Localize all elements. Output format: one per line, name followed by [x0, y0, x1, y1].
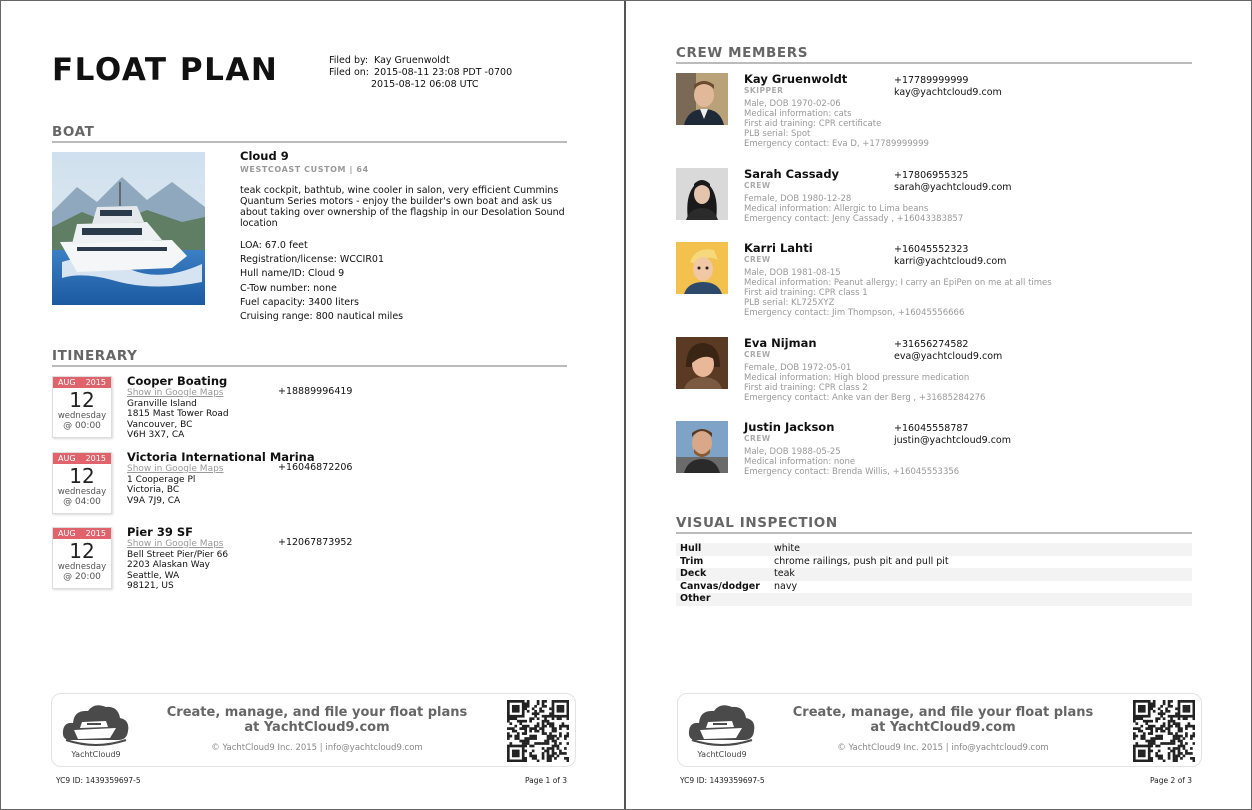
table-row: [676, 581, 1192, 594]
stop-phone: +18889996419: [278, 386, 353, 397]
address-line: Vancouver, BC: [127, 419, 193, 430]
crew-phone: +31656274582: [894, 339, 969, 350]
inspection-value: teak: [774, 568, 795, 579]
crew-role: CREW: [744, 434, 771, 443]
crew-email: justin@yachtcloud9.com: [894, 434, 1011, 446]
crew-detail: Female, DOB 1980-12-28: [744, 194, 852, 204]
crew-detail: Emergency contact: Brenda Willis, +16045553356: [744, 467, 960, 477]
cal-time: @ 20:00: [63, 572, 101, 582]
boat-photo: [52, 152, 205, 305]
crew-name: Justin Jackson: [744, 420, 835, 434]
address-line: 98121, US: [127, 581, 174, 591]
filed-on-label: Filed on:: [329, 67, 369, 78]
address-line: Victoria, BC: [127, 485, 180, 495]
crew-member: [676, 421, 1196, 511]
itinerary-stop: [52, 452, 572, 522]
filed-by-value: Kay Gruenwoldt: [374, 55, 450, 66]
inspection-value: white: [774, 543, 800, 554]
crew-member: [676, 242, 1196, 332]
stop-name: Cooper Boating: [127, 374, 228, 388]
crew-detail: Medical information: none: [744, 457, 856, 467]
stop-phone: +16046872206: [278, 462, 353, 473]
calendar-badge: [52, 376, 112, 438]
boat-info: [240, 151, 570, 324]
crew-detail: Medical information: High blood pressure medication: [744, 373, 970, 383]
inspection-label: Deck: [680, 568, 707, 579]
crew-phone: +16045552323: [894, 244, 969, 255]
crew-detail: Emergency contact: Anke van der Berg , +31685284276: [744, 393, 986, 403]
cal-year: 2015: [85, 529, 106, 538]
address-line: Seattle, WA: [127, 570, 180, 581]
yc9-id: YC9 ID: 1439359697-5: [56, 776, 141, 785]
crew-detail: Male, DOB 1970-02-06: [744, 99, 841, 109]
google-maps-link[interactable]: Show in Google Maps: [127, 464, 224, 474]
stop-name: Pier 39 SF: [127, 525, 193, 539]
crew-name: Kay Gruenwoldt: [744, 72, 848, 86]
avatar: [676, 73, 728, 125]
crew-detail: First aid training: CPR class 2: [744, 383, 868, 393]
crew-phone: +16045558787: [894, 423, 969, 434]
stop-info: [127, 526, 228, 592]
qr-code: [1133, 700, 1195, 762]
crew-phone: +17789999999: [894, 75, 969, 86]
stop-info: [127, 375, 229, 441]
cal-time: @ 04:00: [63, 497, 101, 507]
cal-day: 12: [69, 388, 95, 412]
address-line: V9A 7J9, CA: [127, 495, 181, 506]
crew-member: [676, 337, 1196, 427]
address-line: 1815 Mast Tower Road: [127, 409, 229, 419]
crew-detail: First aid training: CPR certificate: [744, 119, 882, 129]
crew-detail: Medical information: Allergic to Lima beans: [744, 204, 929, 214]
promo-line-1: Create, manage, and file your float plans: [166, 705, 468, 720]
copyright: © YachtCloud9 Inc. 2015 | info@yachtcloud9.com: [211, 743, 423, 753]
cal-time: @ 00:00: [63, 421, 101, 431]
crew-role: CREW: [744, 350, 771, 359]
crew-role: SKIPPER: [744, 86, 784, 95]
promo-line-1: Create, manage, and file your float plans: [792, 705, 1094, 720]
cal-month: AUG: [58, 378, 76, 387]
crew-email: sarah@yachtcloud9.com: [894, 181, 1012, 193]
promo-banner: [677, 693, 1202, 767]
filed-by-label: Filed by:: [329, 55, 369, 66]
avatar: [676, 421, 728, 473]
spec-registration: Registration/license: WCCIR01: [240, 254, 385, 266]
cal-weekday: wednesday: [57, 487, 107, 497]
boat-heading: BOAT: [52, 124, 567, 143]
crew-member: [676, 73, 1196, 163]
crew-name: Sarah Cassady: [744, 167, 840, 181]
cal-day: 12: [69, 539, 95, 563]
address-line: V6H 3X7, CA: [127, 430, 185, 440]
crew-email: eva@yachtcloud9.com: [894, 350, 1003, 362]
spec-ctow: C-Tow number: none: [240, 282, 337, 294]
crew-detail: First aid training: CPR class 1: [744, 288, 868, 298]
promo-line-2: at YachtCloud9.com: [870, 720, 1016, 735]
crew-detail: Emergency contact: Eva D, +17789999999: [744, 139, 929, 149]
crew-detail: PLB serial: Spot: [744, 129, 811, 139]
spec-fuel: Fuel capacity: 3400 liters: [240, 296, 360, 308]
spec-range: Cruising range: 800 nautical miles: [240, 311, 404, 323]
yachtcloud9-logo: [60, 700, 132, 762]
logo-text: YachtCloud9: [71, 750, 121, 759]
crew-detail: Medical information: Peanut allergy; I carry an EpiPen on me at all times: [744, 278, 1052, 288]
filed-info: [329, 55, 512, 91]
boat-name: Cloud 9: [240, 149, 289, 163]
stop-phone: +12067873952: [278, 537, 353, 548]
crew-role: CREW: [744, 181, 771, 190]
crew-detail: Male, DOB 1988-05-25: [744, 447, 841, 457]
crew-detail: Medical information: cats: [744, 109, 852, 119]
inspection-label: Trim: [680, 555, 704, 567]
crew-detail: Emergency contact: Jim Thompson, +16045556666: [744, 308, 965, 318]
spec-hull-name: Hull name/ID: Cloud 9: [240, 268, 345, 280]
avatar: [676, 242, 728, 294]
boat-specs: [240, 239, 570, 324]
promo-banner: [51, 693, 576, 767]
crew-name: Karri Lahti: [744, 241, 813, 255]
logo-text: YachtCloud9: [697, 750, 747, 759]
address-line: Bell Street Pier/Pier 66: [127, 549, 229, 560]
crew-heading: CREW MEMBERS: [676, 45, 1192, 64]
stop-name: Victoria International Marina: [127, 450, 315, 464]
promo-line-2: at YachtCloud9.com: [244, 720, 390, 735]
cal-month: AUG: [58, 529, 76, 538]
cal-day: 12: [69, 464, 95, 488]
calendar-badge: [52, 527, 112, 589]
filed-on-utc: 2015-08-12 06:08 UTC: [371, 79, 479, 90]
inspection-table: [676, 543, 1192, 606]
crew-detail: Emergency contact: Jeny Cassady , +16043383857: [744, 214, 964, 224]
crew-email: karri@yachtcloud9.com: [894, 255, 1007, 267]
avatar: [676, 168, 728, 220]
crew-contact: [894, 75, 1002, 98]
cal-year: 2015: [85, 378, 106, 387]
crew-contact: [894, 244, 1006, 267]
crew-email: kay@yachtcloud9.com: [894, 86, 1002, 98]
crew-contact: [894, 170, 1012, 193]
document-title: FLOAT PLAN: [52, 52, 279, 88]
cal-weekday: wednesday: [57, 411, 107, 421]
inspection-value: chrome railings, push pit and pull pit: [774, 555, 949, 567]
crew-detail: Male, DOB 1981-08-15: [744, 268, 841, 278]
spec-loa: LOA: 67.0 feet: [240, 240, 308, 251]
table-row: [676, 593, 1192, 606]
address-line: 1 Cooperage Pl: [127, 474, 196, 485]
boat-model: WESTCOAST CUSTOM | 64: [240, 165, 369, 174]
cal-month: AUG: [58, 454, 76, 463]
crew-detail: PLB serial: KL725XYZ: [744, 298, 835, 308]
copyright: © YachtCloud9 Inc. 2015 | info@yachtcloud9.com: [837, 743, 1049, 753]
stop-info: [127, 451, 315, 506]
crew-contact: [894, 423, 1011, 446]
promo-text: [157, 705, 477, 753]
cal-weekday: wednesday: [57, 562, 107, 572]
yachtcloud9-logo: [686, 700, 758, 762]
page-number: Page 1 of 3: [525, 776, 568, 785]
crew-phone: +17806955325: [894, 170, 969, 181]
inspection-heading: VISUAL INSPECTION: [676, 515, 1192, 534]
filed-on-local: 2015-08-11 23:08 PDT -0700: [374, 67, 513, 78]
itinerary-stop: [52, 527, 572, 597]
crew-name: Eva Nijman: [744, 336, 817, 350]
avatar: [676, 337, 728, 389]
itinerary-heading: ITINERARY: [52, 348, 567, 367]
itinerary-stop: [52, 376, 572, 446]
cal-year: 2015: [85, 454, 106, 463]
table-row: [676, 556, 1192, 569]
inspection-value: navy: [774, 580, 798, 592]
inspection-label: Canvas/dodger: [680, 580, 760, 592]
boat-description: teak cockpit, bathtub, wine cooler in salon, very efficient Cummins Quantum Series motors - enjoy the builder's own boat and ask us about taking over ownership of the flagship in our Desolation Sound location: [240, 185, 565, 229]
crew-contact: [894, 339, 1002, 362]
google-maps-link[interactable]: Show in Google Maps: [127, 388, 224, 398]
crew-role: CREW: [744, 255, 771, 264]
qr-code: [507, 700, 569, 762]
google-maps-link[interactable]: Show in Google Maps: [127, 539, 224, 549]
inspection-label: Other: [680, 593, 711, 604]
table-row: [676, 568, 1192, 581]
crew-detail: Female, DOB 1972-05-01: [744, 363, 852, 373]
page-number: Page 2 of 3: [1150, 776, 1193, 785]
promo-text: [783, 705, 1103, 753]
table-row: [676, 543, 1192, 556]
inspection-label: Hull: [680, 543, 702, 554]
calendar-badge: [52, 452, 112, 514]
yc9-id: YC9 ID: 1439359697-5: [680, 776, 765, 785]
address-line: 2203 Alaskan Way: [127, 560, 210, 570]
address-line: Granville Island: [127, 398, 197, 409]
